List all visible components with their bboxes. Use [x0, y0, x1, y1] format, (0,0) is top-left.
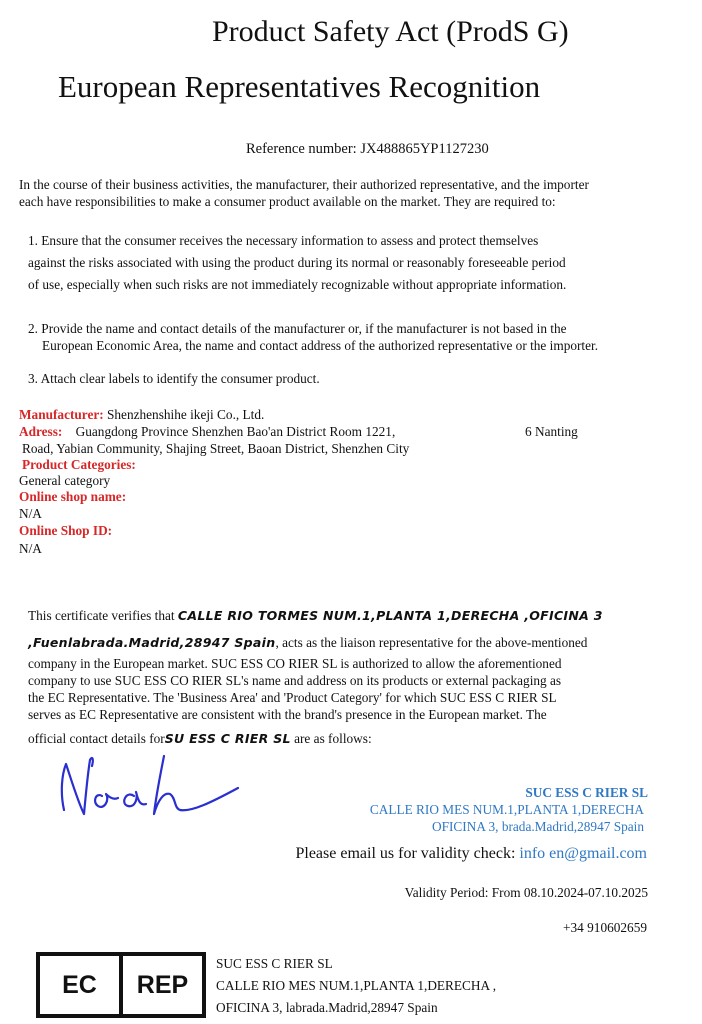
manufacturer-value: Shenzhenshihe ikeji Co., Ltd.: [107, 407, 265, 422]
product-categories-label: Product Categories:: [22, 457, 136, 472]
ec-rep-company: SUC ESS C RIER SL: [216, 956, 333, 971]
shop-id-value: N/A: [19, 541, 42, 556]
requirement-1-line-3: of use, especially when such risks are not immediately recognizable without appropriate information.: [28, 277, 567, 292]
certificate-line-7-company: SU ESS C RIER SL: [164, 731, 291, 746]
manufacturer-row: [19, 406, 264, 423]
requirement-3-line-1: 3. Attach clear labels to identify the consumer product.: [28, 371, 320, 386]
address-label: Adress:: [19, 424, 63, 439]
address-line-2: Road, Yabian Community, Shajing Street, Baoan District, Shenzhen City: [22, 441, 410, 456]
certificate-prefix: This certificate verifies that: [28, 608, 178, 623]
validity-period: Validity Period: From 08.10.2024-07.10.2025: [404, 885, 648, 900]
shop-name-label: Online shop name:: [19, 489, 127, 504]
requirement-2-line-2: European Economic Area, the name and contact address of the authorized representative or the importer.: [42, 338, 599, 353]
certificate-line-7: [28, 730, 372, 747]
certificate-line-4: company to use SUC ESS CO RIER SL's name and address on its products or external packaging as: [28, 673, 562, 688]
certificate-line-6: serves as EC Representative are consistent with the brand's presence in the European market. The: [28, 707, 547, 722]
certificate-line-3: company in the European market. SUC ESS CO RIER SL is authorized to allow the aforementioned: [28, 656, 562, 671]
shop-id-label: Online Shop ID:: [19, 523, 113, 538]
product-categories-value: General category: [19, 473, 111, 488]
shop-name-value: N/A: [19, 506, 42, 521]
validity-email-row: [295, 845, 647, 863]
certificate-line-2: [28, 634, 587, 651]
requirement-1-line-2: against the risks associated with using the product during its normal or reasonably foreseeable period: [28, 255, 566, 270]
address-row: [19, 423, 395, 440]
page-subtitle: European Representatives Recognition: [58, 69, 541, 104]
certificate-line-2-rest: , acts as the liaison representative for the above-mentioned: [275, 635, 588, 650]
requirement-2-line-1: 2. Provide the name and contact details of the manufacturer or, if the manufacturer is not based in the: [28, 321, 567, 336]
contact-phone: +34 910602659: [563, 920, 647, 935]
ec-rep-address-1: CALLE RIO MES NUM.1,PLANTA 1,DERECHA ,: [216, 978, 497, 993]
ec-rep-address-2: OFICINA 3, labrada.Madrid,28947 Spain: [216, 1000, 438, 1015]
ec-rep-badge: [36, 952, 206, 1018]
rep-address-line-1: CALLE RIO TORMES NUM.1,PLANTA 1,DERECHA ,OFICINA 3: [177, 608, 603, 623]
certificate-line-7-suffix: are as follows:: [290, 731, 372, 746]
rep-label: REP: [119, 956, 202, 1014]
ec-label: EC: [62, 970, 97, 999]
handwritten-signature: [52, 752, 252, 824]
reference-label: Reference number:: [246, 141, 357, 157]
contact-address-1: CALLE RIO MES NUM.1,PLANTA 1,DERECHA: [369, 802, 644, 817]
manufacturer-label: Manufacturer:: [19, 407, 104, 422]
address-line-1: Guangdong Province Shenzhen Bao'an District Room 1221,: [75, 424, 396, 439]
certificate-line-5: the EC Representative. The 'Business Area' and 'Product Category' for which SUC ESS C RIER SL: [28, 690, 557, 705]
page-title: Product Safety Act (ProdS G): [212, 15, 569, 48]
certificate-line-7-prefix: official contact details for: [28, 731, 165, 746]
intro-line-1: In the course of their business activities, the manufacturer, their authorized representative, and the importer: [19, 177, 589, 192]
rep-address-line-2: ,Fuenlabrada.Madrid,28947 Spain: [28, 635, 276, 650]
address-line-1b: 6 Nanting: [525, 424, 578, 439]
requirement-1-line-1: 1. Ensure that the consumer receives the necessary information to assess and protect themselves: [28, 233, 539, 248]
contact-email[interactable]: info en@gmail.com: [519, 845, 647, 862]
contact-company: SUC ESS C RIER SL: [525, 785, 648, 800]
contact-address-2: OFICINA 3, brada.Madrid,28947 Spain: [432, 819, 644, 834]
email-label: Please email us for validity check:: [295, 845, 520, 862]
reference-number: JX488865YP1127230: [360, 141, 489, 157]
certificate-line-1: [28, 607, 603, 624]
intro-line-2: each have responsibilities to make a consumer product available on the market. They are required to:: [19, 194, 556, 209]
reference-line: [246, 141, 489, 158]
